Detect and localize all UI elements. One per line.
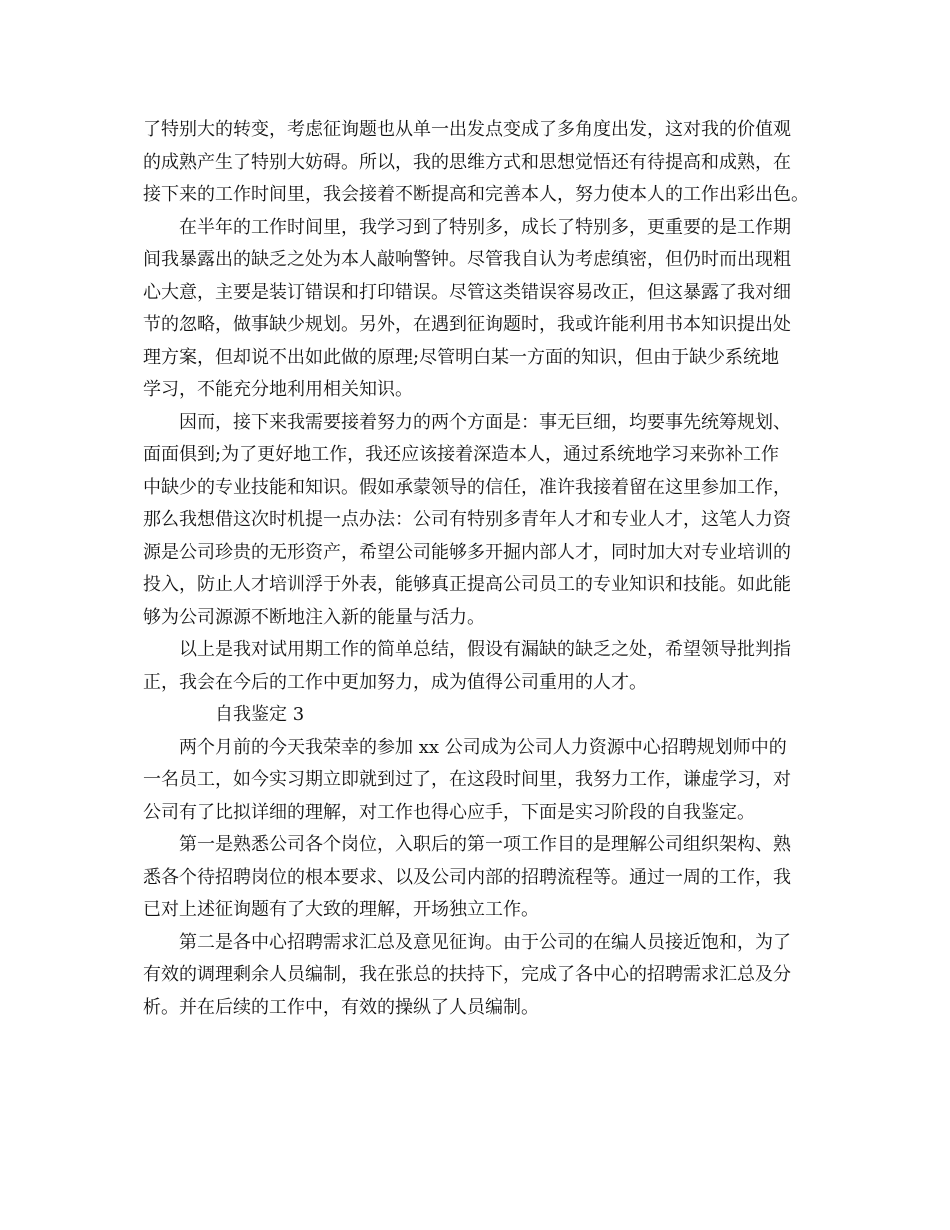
text-line: 接下来的工作时间里，我会接着不断提高和完善本人，努力使本人的工作出彩出色。 [143,184,809,205]
text-line: 以上是我对试用期工作的简单总结，假设有漏缺的缺乏之处，希望领导批判指 [179,639,791,660]
text-line: 正，我会在今后的工作中更加努力，成为值得公司重用的人才。 [143,671,647,693]
text-line: 投入，防止人才培训浮于外表，能够真正提高公司员工的专业知识和技能。如此能 [143,574,791,595]
section-heading: 自我鉴定 3 [215,704,305,725]
text-line: 第二是各中心招聘需求汇总及意见征询。由于公司的在编人员接近饱和，为了 [179,931,791,953]
text-line: 一名员工，如今实习期立即就到过了，在这段时间里，我努力工作，谦虚学习，对 [143,769,791,790]
text-line: 面面俱到;为了更好地工作，我还应该接着深造本人，通过系统地学习来弥补工作 [143,444,780,465]
text-line: 源是公司珍贵的无形资产，希望公司能够多开掘内部人才，同时加大对专业培训的 [143,541,791,563]
text-line: 心大意，主要是装订错误和打印错误。尽管这类错误容易改正，但这暴露了我对细 [143,281,791,303]
text-line: 因而，接下来我需要接着努力的两个方面是：事无巨细，均要事先统筹规划、 [179,411,791,433]
text-line: 悉各个待招聘岗位的根本要求、以及公司内部的招聘流程等。通过一周的工作，我 [143,866,791,888]
text-line: 第一是熟悉公司各个岗位，入职后的第一项工作目的是理解公司组织架构、熟 [179,834,791,855]
text-line: 在半年的工作时间里，我学习到了特别多，成长了特别多，更重要的是工作期 [179,216,791,238]
text-line: 两个月前的今天我荣幸的参加 xx 公司成为公司人力资源中心招聘规划师中的 [179,736,787,758]
text-line: 间我暴露出的缺乏之处为本人敲响警钟。尽管我自认为考虑缜密，但仍时而出现粗 [143,249,791,270]
text-line: 够为公司源源不断地注入新的能量与活力。 [143,606,485,628]
text-line: 了特别大的转变，考虑征询题也从单一出发点变成了多角度出发，这对我的价值观 [143,119,791,140]
text-line: 的成熟产生了特别大妨碍。所以，我的思维方式和思想觉悟还有待提高和成熟，在 [143,151,791,173]
text-line: 学习，不能充分地利用相关知识。 [143,379,413,400]
text-line: 那么我想借这次时机提一点办法：公司有特别多青年人才和专业人才，这笔人力资 [143,509,791,530]
text-line: 中缺少的专业技能和知识。假如承蒙领导的信任，准许我接着留在这里参加工作， [143,476,791,498]
text-line: 节的忽略，做事缺少规划。另外，在遇到征询题时，我或许能利用书本知识提出处 [143,314,791,335]
text-line: 公司有了比拟详细的理解，对工作也得心应手，下面是实习阶段的自我鉴定。 [143,801,755,823]
text-line: 有效的调理剩余人员编制，我在张总的扶持下，完成了各中心的招聘需求汇总及分 [143,964,791,985]
document-body [143,114,823,1024]
text-line: 已对上述征询题有了大致的理解，开场独立工作。 [143,899,539,920]
text-line: 理方案，但却说不出如此做的原理;尽管明白某一方面的知识，但由于缺少系统地 [143,346,780,368]
text-line: 析。并在后续的工作中，有效的操纵了人员编制。 [143,996,539,1018]
